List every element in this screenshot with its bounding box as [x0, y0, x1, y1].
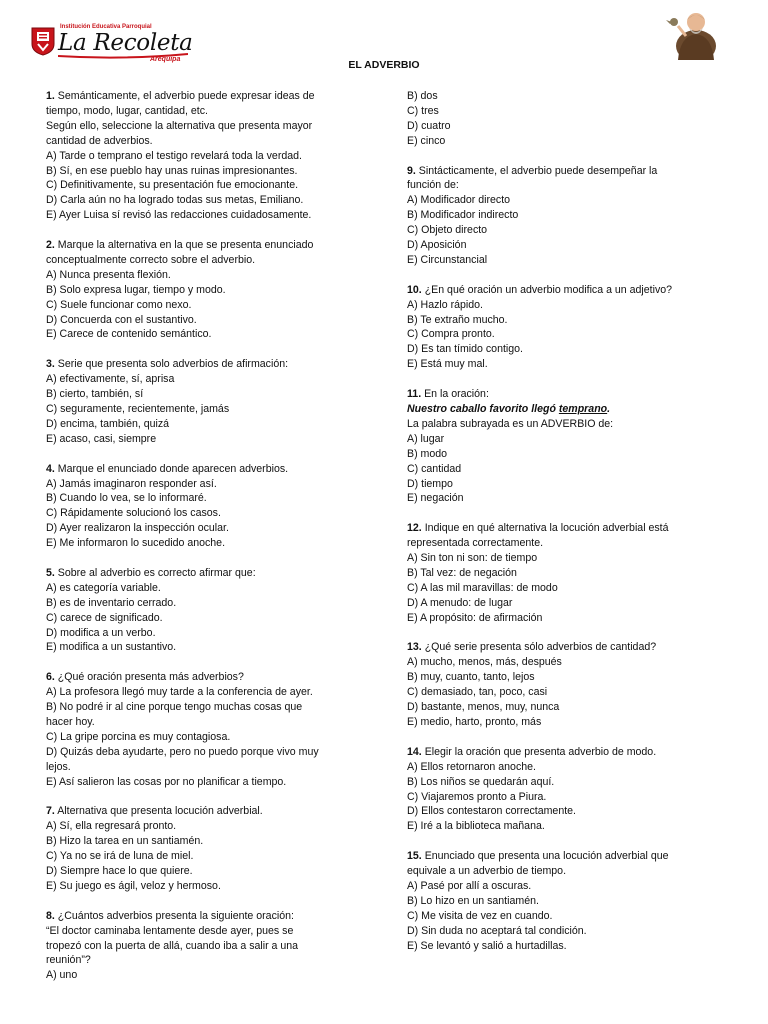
- logo-name-text: La Recoleta: [58, 30, 193, 56]
- question-number: 9.: [407, 164, 416, 177]
- answer-option: E) medio, harto, pronto, más: [407, 715, 542, 728]
- answer-option: C) Suele funcionar como nexo.: [46, 298, 192, 311]
- answer-option: E) Iré a la biblioteca mañana.: [407, 820, 545, 833]
- question-stem-line: 2. Marque la alternativa en la que se presenta enunciado: [46, 239, 314, 252]
- question-number: 13.: [407, 641, 422, 654]
- answer-option: C) Ya no se irá de luna de miel.: [46, 850, 194, 863]
- answer-option: D) Concuerda con el sustantivo.: [46, 313, 197, 326]
- question-9: [407, 164, 727, 268]
- question-6: [46, 670, 366, 789]
- answer-option: B) No podré ir al cine porque tengo muchas cosas que hacer hoy.: [46, 701, 303, 728]
- question-stem-line: conceptualmente correcto sobre el adverbio.: [46, 253, 256, 266]
- question-2: [46, 238, 366, 342]
- answer-option: C) Definitivamente, su presentación fue emocionante.: [46, 179, 299, 192]
- answer-option: B) Te extraño mucho.: [407, 313, 508, 326]
- answer-option: D) Carla aún no ha logrado todas sus metas, Emiliano.: [46, 194, 304, 207]
- question-number: 4.: [46, 462, 55, 475]
- answer-option: B) muy, cuanto, tanto, lejos: [407, 671, 535, 684]
- question-stem-line: 10. ¿En qué oración un adverbio modifica a un adjetivo?: [407, 283, 673, 296]
- answer-option: C) cantidad: [407, 462, 462, 475]
- question-stem-line: “El doctor caminaba lentamente desde ayer, pues se: [46, 924, 294, 937]
- answer-option: B) es de inventario cerrado.: [46, 596, 177, 609]
- question-stem-line: 7. Alternativa que presenta locución adverbial.: [46, 805, 263, 818]
- question-stem-line: 15. Enunciado que presenta una locución adverbial que: [407, 850, 669, 863]
- question-1: [46, 89, 366, 223]
- question-stem-line: tropezó con la puerta de allá, cuando iba a salir a una: [46, 939, 299, 952]
- question-stem-line: 6. ¿Qué oración presenta más adverbios?: [46, 671, 244, 684]
- question-stem-line: función de:: [407, 179, 459, 192]
- answer-option: D) cuatro: [407, 119, 451, 132]
- answer-option: C) Rápidamente solucionó los casos.: [46, 507, 221, 520]
- question-number: 10.: [407, 283, 422, 296]
- answer-option: E) Está muy mal.: [407, 358, 488, 371]
- quoted-sentence: Nuestro caballo favorito llegó temprano.: [407, 402, 611, 415]
- question-stem-line: 9. Sintácticamente, el adverbio puede desempeñar la: [407, 164, 658, 177]
- answer-option: A) mucho, menos, más, después: [407, 656, 562, 669]
- answer-option: E) acaso, casi, siempre: [46, 432, 157, 445]
- answer-option: C) demasiado, tan, poco, casi: [407, 686, 548, 699]
- answer-option: D) Quizás deba ayudarte, pero no puedo porque vivo muy lejos.: [46, 745, 319, 773]
- answer-option: C) Viajaremos pronto a Piura.: [407, 790, 547, 803]
- answer-option: A) Tarde o temprano el testigo revelará toda la verdad.: [46, 149, 302, 162]
- question-stem-line: 12. Indique en qué alternativa la locución adverbial está: [407, 522, 669, 535]
- logo-institution-text: Institución Educativa Parroquial: [60, 24, 152, 30]
- question-number: 6.: [46, 671, 55, 684]
- question-4: [46, 462, 366, 551]
- answer-option: D) Siempre hace lo que quiere.: [46, 865, 193, 878]
- question-15: [407, 849, 727, 953]
- question-5: [46, 566, 366, 655]
- answer-option: D) Es tan tímido contigo.: [407, 343, 523, 356]
- answer-option: E) Ayer Luisa sí revisó las redacciones cuidadosamente.: [46, 209, 312, 222]
- answer-option: D) A menudo: de lugar: [407, 596, 513, 609]
- friar-illustration-icon: [660, 6, 730, 60]
- question-stem-line: Según ello, seleccione la alternativa que presenta mayor: [46, 119, 313, 132]
- answer-option: A) Hazlo rápido.: [407, 298, 483, 311]
- answer-option: D) Ellos contestaron correctamente.: [407, 805, 576, 818]
- answer-option: C) tres: [407, 104, 439, 117]
- answer-option: A) Modificador directo: [407, 194, 511, 207]
- question-number: 1.: [46, 90, 55, 102]
- answer-option: D) bastante, menos, muy, nunca: [407, 701, 560, 714]
- answer-option: A) es categoría variable.: [46, 581, 161, 594]
- answer-option: A) uno: [46, 969, 78, 982]
- underlined-word: temprano: [558, 402, 608, 415]
- answer-option: A) efectivamente, sí, aprisa: [46, 373, 175, 386]
- question-number: 12.: [407, 522, 422, 535]
- answer-option: E) Circunstancial: [407, 253, 488, 266]
- answer-option: E) A propósito: de afirmación: [407, 611, 543, 624]
- question-number: 11.: [407, 388, 422, 401]
- answer-option: B) Hizo la tarea en un santiamén.: [46, 835, 204, 848]
- question-stem-line: 4. Marque el enunciado donde aparecen adverbios.: [46, 462, 289, 475]
- answer-option: E) cinco: [407, 134, 446, 147]
- logo-city-text: Arequipa: [150, 56, 181, 63]
- question-7: [46, 804, 366, 893]
- question-stem-line: 5. Sobre al adverbio es correcto afirmar que:: [46, 566, 256, 579]
- question-stem-line: 1. Semánticamente, el adverbio puede expresar ideas de: [46, 90, 315, 102]
- answer-option: B) Modificador indirecto: [407, 209, 519, 222]
- answer-option: B) Sí, en ese pueblo hay unas ruinas impresionantes.: [46, 164, 298, 177]
- question-number: 3.: [46, 358, 55, 371]
- question-number: 5.: [46, 566, 55, 579]
- answer-option: D) Aposición: [407, 239, 467, 252]
- answer-option: A) Ellos retornaron anoche.: [407, 760, 536, 773]
- answer-option: B) Tal vez: de negación: [407, 566, 517, 579]
- answer-option: D) tiempo: [407, 477, 453, 490]
- school-crest-icon: [30, 26, 56, 56]
- answer-option: C) Me visita de vez en cuando.: [407, 909, 553, 922]
- answer-option: C) A las mil maravillas: de modo: [407, 581, 558, 594]
- answer-option: A) Nunca presenta flexión.: [46, 268, 171, 281]
- answer-option: D) Sin duda no aceptará tal condición.: [407, 924, 587, 937]
- answer-option: E) Así salieron las cosas por no planificar a tiempo.: [46, 775, 287, 788]
- answer-option: C) Compra pronto.: [407, 328, 495, 341]
- answer-option: A) lugar: [407, 432, 445, 445]
- answer-option: A) La profesora llegó muy tarde a la conferencia de ayer.: [46, 686, 313, 699]
- question-13: [407, 640, 727, 729]
- question-stem-line: 3. Serie que presenta solo adverbios de afirmación:: [46, 358, 289, 371]
- answer-option: B) modo: [407, 447, 448, 460]
- answer-option: E) Su juego es ágil, veloz y hermoso.: [46, 879, 221, 892]
- answer-option: B) Cuando lo vea, se lo informaré.: [46, 492, 207, 505]
- answer-option: E) Me informaron lo sucedido anoche.: [46, 537, 226, 550]
- answer-option: A) Sí, ella regresará pronto.: [46, 820, 177, 833]
- answer-option: E) Carece de contenido semántico.: [46, 328, 212, 341]
- question-14: [407, 745, 727, 834]
- question-stem-line: 14. Elegir la oración que presenta adverbio de modo.: [407, 745, 657, 758]
- question-12: [407, 521, 727, 625]
- answer-option: C) carece de significado.: [46, 611, 163, 624]
- question-stem-line: 11. En la oración:: [407, 388, 489, 401]
- question-3: [46, 357, 366, 446]
- question-10: [407, 283, 727, 372]
- answer-option: E) negación: [407, 492, 464, 505]
- question-number: 15.: [407, 850, 422, 863]
- question-stem-line: cantidad de adverbios.: [46, 134, 153, 147]
- question-stem-line: 8. ¿Cuántos adverbios presenta la siguiente oración:: [46, 909, 294, 922]
- right-column: [407, 89, 727, 968]
- question-stem-line: reunión”?: [46, 954, 91, 967]
- answer-option: A) Pasé por allí a oscuras.: [407, 879, 532, 892]
- left-column: [46, 89, 366, 983]
- answer-option: C) La gripe porcina es muy contagiosa.: [46, 730, 231, 743]
- answer-option: D) Ayer realizaron la inspección ocular.: [46, 522, 229, 535]
- question-stem-line: La palabra subrayada es un ADVERBIO de:: [407, 417, 614, 430]
- answer-option: E) Se levantó y salió a hurtadillas.: [407, 939, 567, 952]
- answer-option: B) Lo hizo en un santiamén.: [407, 894, 539, 907]
- question-number: 14.: [407, 745, 422, 758]
- question-8: [46, 909, 366, 984]
- question-number: 2.: [46, 239, 55, 252]
- page-title: EL ADVERBIO: [348, 59, 420, 71]
- question-stem-line: tiempo, modo, lugar, cantidad, etc.: [46, 104, 208, 117]
- answer-option: A) Sin ton ni son: de tiempo: [407, 552, 538, 565]
- answer-option: B) cierto, también, sí: [46, 388, 144, 401]
- answer-option: C) Objeto directo: [407, 224, 488, 237]
- answer-option: D) modifica a un verbo.: [46, 626, 156, 639]
- answer-option: E) modifica a un sustantivo.: [46, 641, 177, 654]
- question-8: [407, 89, 727, 149]
- answer-option: B) Los niños se quedarán aquí.: [407, 775, 555, 788]
- answer-option: D) encima, también, quizá: [46, 417, 170, 430]
- question-stem-line: 13. ¿Qué serie presenta sólo adverbios de cantidad?: [407, 641, 657, 654]
- answer-option: A) Jamás imaginaron responder así.: [46, 477, 217, 490]
- question-stem-line: representada correctamente.: [407, 537, 544, 550]
- question-11: [407, 387, 727, 506]
- answer-option: B) dos: [407, 90, 438, 102]
- question-number: 7.: [46, 805, 55, 818]
- question-number: 8.: [46, 909, 55, 922]
- answer-option: C) seguramente, recientemente, jamás: [46, 403, 230, 415]
- answer-option: B) Solo expresa lugar, tiempo y modo.: [46, 283, 226, 296]
- question-stem-line: equivale a un adverbio de tiempo.: [407, 865, 567, 878]
